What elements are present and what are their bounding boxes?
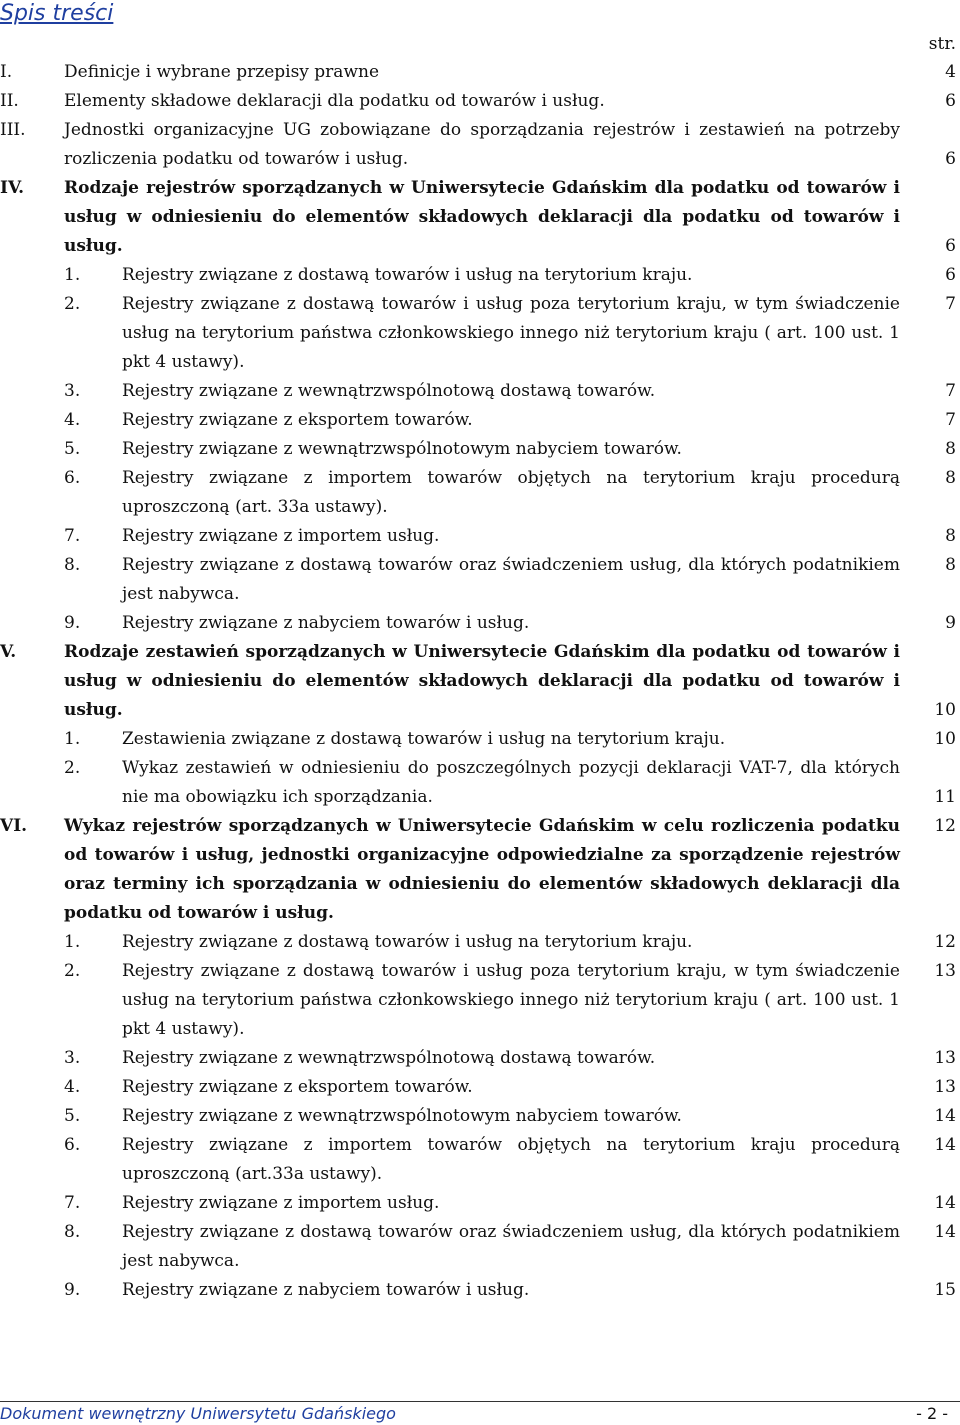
toc-entry-number: 7. (64, 1193, 81, 1213)
toc-entry-title: Rejestry związane z wewnątrzwspólnotowym nabyciem towarów. (122, 439, 682, 459)
toc-entry[interactable] (0, 406, 960, 435)
toc-entry-page: 15 (934, 1280, 956, 1300)
toc-entry[interactable] (0, 87, 960, 116)
toc-entry-title: Rejestry związane z wewnątrzwspólnotowym nabyciem towarów. (122, 1106, 682, 1126)
toc-entry-number: 2. (64, 294, 81, 314)
toc-entry-page: 12 (934, 816, 956, 836)
toc-entry-title: Rejestry związane z wewnątrzwspólnotową dostawą towarów. (122, 1048, 656, 1068)
toc-entry-number: 8. (64, 1222, 81, 1242)
toc-entry-title: Rejestry związane z dostawą towarów oraz świadczeniem usług, dla których podatnikiem jest nabywca. (122, 555, 900, 604)
toc-entry[interactable] (0, 1131, 960, 1189)
toc-entry-title: Rejestry związane z dostawą towarów oraz świadczeniem usług, dla których podatnikiem jest nabywca. (122, 1222, 900, 1271)
toc-entry-title: Rejestry związane z dostawą towarów i usług poza terytorium kraju, w tym świadczenie usług na terytorium państwa członkowskiego innego niż terytorium kraju ( art. 100 ust. 1 pkt 4 ustawy). (122, 294, 900, 372)
toc-entry-number: IV. (0, 178, 25, 198)
toc-entry-title: Elementy składowe deklaracji dla podatku od towarów i usług. (64, 91, 605, 111)
toc-entry[interactable] (0, 1276, 960, 1305)
toc-entry[interactable] (0, 928, 960, 957)
toc-entry[interactable] (0, 116, 960, 174)
toc-entry-page: 6 (945, 149, 956, 169)
toc-entry-number: 4. (64, 1077, 81, 1097)
toc-entry-title: Jednostki organizacyjne UG zobowiązane do sporządzania rejestrów i zestawień na potrzeby rozliczenia podatku od towarów i usług. (64, 120, 900, 169)
toc-entry-title: Rejestry związane z eksportem towarów. (122, 1077, 473, 1097)
toc-entry-page: 9 (945, 613, 956, 633)
toc-entry-title: Rejestry związane z importem usług. (122, 526, 440, 546)
toc-entry-title: Wykaz rejestrów sporządzanych w Uniwersytecie Gdańskim w celu rozliczenia podatku od towarów i usług, jednostki organizacyjne odpowiedzialne za sporządzenie rejestrów oraz terminy ich sporządzania w odniesieniu do elementów składowych deklaracji dla podatku od towarów i usług. (64, 816, 900, 923)
toc-entry-number: 5. (64, 439, 81, 459)
toc-entry-page: 13 (934, 1077, 956, 1097)
toc-entry-title: Rejestry związane z nabyciem towarów i usług. (122, 1280, 530, 1300)
footer-document-label: Dokument wewnętrzny Uniwersytetu Gdańskiego (0, 1404, 396, 1423)
toc-entry[interactable] (0, 754, 960, 812)
toc-entry-number: 8. (64, 555, 81, 575)
toc-entry[interactable] (0, 725, 960, 754)
toc-entry[interactable] (0, 377, 960, 406)
toc-entry-number: 1. (64, 729, 81, 749)
toc-entry-title: Rejestry związane z nabyciem towarów i usług. (122, 613, 530, 633)
toc-entry-page: 10 (934, 700, 956, 720)
toc-entry-page: 12 (934, 932, 956, 952)
toc-entry-number: VI. (0, 816, 28, 836)
toc-entry[interactable] (0, 1189, 960, 1218)
toc-entry-title: Rejestry związane z importem towarów objętych na terytorium kraju procedurą uproszczoną (art. 33a ustawy). (122, 468, 900, 517)
toc-entry-number: II. (0, 91, 19, 111)
toc-entry-page: 6 (945, 91, 956, 111)
toc-entry-number: 5. (64, 1106, 81, 1126)
toc-entry[interactable] (0, 1218, 960, 1276)
toc-entry[interactable] (0, 522, 960, 551)
toc-entry[interactable] (0, 174, 960, 261)
toc-entry-page: 7 (945, 294, 956, 314)
toc-entry-number: 2. (64, 758, 81, 778)
toc-entry-number: 4. (64, 410, 81, 430)
toc-entry-number: 1. (64, 932, 81, 952)
toc-entry[interactable] (0, 1073, 960, 1102)
toc-entry[interactable] (0, 638, 960, 725)
toc-entry-page: 4 (945, 62, 956, 82)
toc-entry-number: 6. (64, 1135, 81, 1155)
toc-entry-title: Rejestry związane z dostawą towarów i usług na terytorium kraju. (122, 265, 693, 285)
toc-entry-page: 8 (945, 439, 956, 459)
toc-entry-page: 8 (945, 526, 956, 546)
toc-entry-title: Rejestry związane z wewnątrzwspólnotową dostawą towarów. (122, 381, 656, 401)
toc-entry[interactable] (0, 290, 960, 377)
toc-entry-page: 8 (945, 555, 956, 575)
toc-entry-number: I. (0, 62, 13, 82)
toc-entry[interactable] (0, 957, 960, 1044)
toc-entry-page: 8 (945, 468, 956, 488)
toc-entry-title: Rodzaje rejestrów sporządzanych w Uniwersytecie Gdańskim dla podatku od towarów i usług w odniesieniu do elementów składowych deklaracji dla podatku od towarów i usług. (64, 178, 900, 256)
toc-entry[interactable] (0, 812, 960, 928)
toc-entry[interactable] (0, 58, 960, 87)
toc-entry-number: V. (0, 642, 17, 662)
toc-entry-number: 7. (64, 526, 81, 546)
toc-entry[interactable] (0, 464, 960, 522)
toc-entry-title: Rejestry związane z dostawą towarów i usług na terytorium kraju. (122, 932, 693, 952)
toc-entry-number: 9. (64, 613, 81, 633)
toc-entry-title: Rejestry związane z importem usług. (122, 1193, 440, 1213)
toc-entry-page: 6 (945, 236, 956, 256)
toc-entry[interactable] (0, 1044, 960, 1073)
toc-entry-title: Rejestry związane z eksportem towarów. (122, 410, 473, 430)
toc-entry[interactable] (0, 551, 960, 609)
toc-entry-number: 9. (64, 1280, 81, 1300)
table-of-contents (0, 58, 960, 1305)
toc-entry-number: 3. (64, 1048, 81, 1068)
toc-entry[interactable] (0, 1102, 960, 1131)
toc-entry-number: 1. (64, 265, 81, 285)
toc-entry-number: III. (0, 120, 26, 140)
toc-entry[interactable] (0, 435, 960, 464)
toc-entry-number: 6. (64, 468, 81, 488)
footer-page-number: - 2 - (916, 1404, 948, 1423)
page-column-label: str. (928, 34, 956, 54)
toc-entry-title: Rodzaje zestawień sporządzanych w Uniwersytecie Gdańskim dla podatku od towarów i usług w odniesieniu do elementów składowych deklaracji dla podatku od towarów i usług. (64, 642, 900, 720)
footer-divider (0, 1401, 960, 1402)
toc-entry-page: 6 (945, 265, 956, 285)
toc-entry-page: 7 (945, 381, 956, 401)
toc-entry-title: Zestawienia związane z dostawą towarów i usług na terytorium kraju. (122, 729, 726, 749)
toc-entry-page: 14 (934, 1106, 956, 1126)
toc-entry-page: 11 (934, 787, 956, 807)
toc-entry-title: Rejestry związane z importem towarów objętych na terytorium kraju procedurą uproszczoną (art.33a ustawy). (122, 1135, 900, 1184)
toc-entry-page: 13 (934, 961, 956, 981)
toc-entry-page: 14 (934, 1193, 956, 1213)
page-title: Spis treści (0, 1, 114, 26)
toc-entry[interactable] (0, 609, 960, 638)
toc-entry-title: Definicje i wybrane przepisy prawne (64, 62, 380, 82)
toc-entry-title: Wykaz zestawień w odniesieniu do poszczególnych pozycji deklaracji VAT-7, dla których nie ma obowiązku ich sporządzania. (122, 758, 900, 807)
toc-entry-page: 7 (945, 410, 956, 430)
toc-entry-number: 3. (64, 381, 81, 401)
toc-entry-page: 14 (934, 1135, 956, 1155)
toc-entry-page: 10 (934, 729, 956, 749)
toc-entry-number: 2. (64, 961, 81, 981)
toc-entry-title: Rejestry związane z dostawą towarów i usług poza terytorium kraju, w tym świadczenie usług na terytorium państwa członkowskiego innego niż terytorium kraju ( art. 100 ust. 1 pkt 4 ustawy). (122, 961, 900, 1039)
toc-entry-page: 13 (934, 1048, 956, 1068)
toc-entry-page: 14 (934, 1222, 956, 1242)
toc-entry[interactable] (0, 261, 960, 290)
